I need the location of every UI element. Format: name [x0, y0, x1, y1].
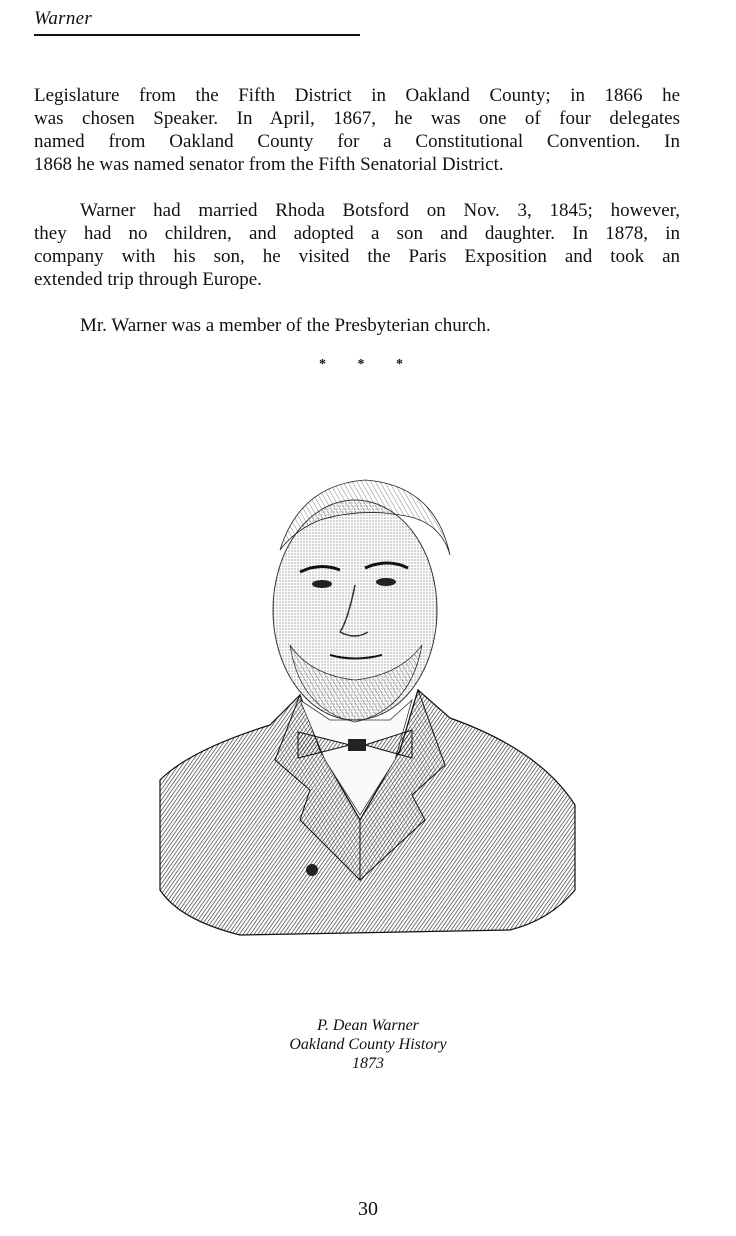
section-separator: * * * [319, 357, 417, 372]
caption-name: P. Dean Warner [317, 1017, 419, 1034]
page-number: 30 [358, 1198, 378, 1220]
caption-year: 1873 [352, 1055, 384, 1072]
paragraph-2-line: they had no children, and adopted a son and daughter. In 1878, in [34, 223, 680, 244]
paragraph-1-line: was chosen Speaker. In April, 1867, he was one of four delegates [34, 108, 680, 129]
header-rule [34, 34, 360, 36]
caption-source: Oakland County History [289, 1036, 447, 1053]
engraved-portrait [150, 460, 590, 960]
paragraph-1-line: named from Oakland County for a Constitutional Convention. In [34, 131, 680, 152]
paragraph-2-line: company with his son, he visited the Paris Exposition and took an [34, 246, 680, 267]
paragraph-2-line: extended trip through Europe. [34, 269, 262, 290]
paragraph-2 [34, 199, 680, 291]
paragraph-3-line: Mr. Warner was a member of the Presbyterian church. [80, 315, 491, 336]
paragraph-1-line: 1868 he was named senator from the Fifth Senatorial District. [34, 154, 504, 175]
paragraph-2-line: Warner had married Rhoda Botsford on Nov. 3, 1845; however, [80, 200, 680, 221]
running-head: Warner [34, 8, 93, 29]
paragraph-3 [34, 314, 680, 337]
paragraph-1 [34, 84, 680, 176]
paragraph-1-line: Legislature from the Fifth District in Oakland County; in 1866 he [34, 85, 680, 106]
portrait-caption [0, 1016, 736, 1073]
